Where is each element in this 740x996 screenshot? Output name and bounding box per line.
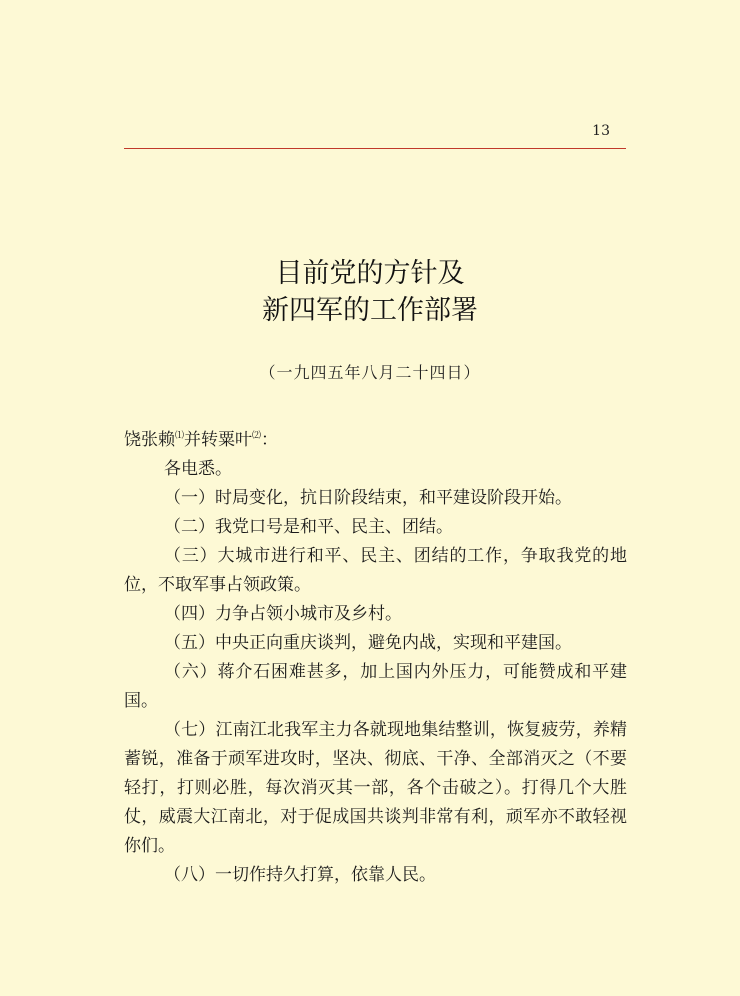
paragraph-4: （四）力争占领小城市及乡村。 — [164, 604, 402, 624]
page-title — [0, 255, 740, 329]
title-line-1: 目前党的方针及 — [275, 258, 465, 289]
recipient-forward: 并转粟叶 — [184, 430, 253, 450]
salutation-colon: ： — [261, 430, 279, 450]
paragraph-2: （二）我党口号是和平、民主、团结。 — [164, 517, 453, 537]
paragraph-5: （五）中央正向重庆谈判，避免内战，实现和平建国。 — [164, 633, 572, 653]
paragraph-1: （一）时局变化，抗日阶段结束，和平建设阶段开始。 — [164, 488, 572, 508]
header-rule — [124, 148, 626, 149]
paragraph-6: （六）蒋介石困难甚多，加上国内外压力，可能赞成和平建国。 — [124, 662, 627, 711]
document-body — [124, 426, 627, 890]
footnote-ref-2[interactable]: ⑵ — [252, 431, 262, 441]
paragraph-acknowledgement: 各电悉。 — [164, 459, 232, 479]
footnote-ref-1[interactable]: ⑴ — [175, 431, 185, 441]
recipient-names: 饶张赖 — [124, 430, 175, 450]
title-line-2: 新四军的工作部署 — [262, 295, 478, 326]
page-number: 13 — [592, 123, 610, 139]
document-date: （一九四五年八月二十四日） — [259, 363, 481, 382]
paragraph-7: （七）江南江北我军主力各就现地集结整训，恢复疲劳，养精蓄锐，准备于顽军进攻时，坚决、彻底、干净、全部消灭之（不要轻打，打则必胜，每次消灭其一部，各个击破之）。打得几个大胜仗，威震大江南北，对于促成国共谈判非常有利，顽军亦不敢轻视你们。 — [124, 720, 627, 856]
paragraph-3: （三）大城市进行和平、民主、团结的工作，争取我党的地位，不取军事占领政策。 — [124, 546, 627, 595]
salutation — [124, 426, 627, 455]
paragraph-8: （八）一切作持久打算，依靠人民。 — [164, 865, 436, 885]
